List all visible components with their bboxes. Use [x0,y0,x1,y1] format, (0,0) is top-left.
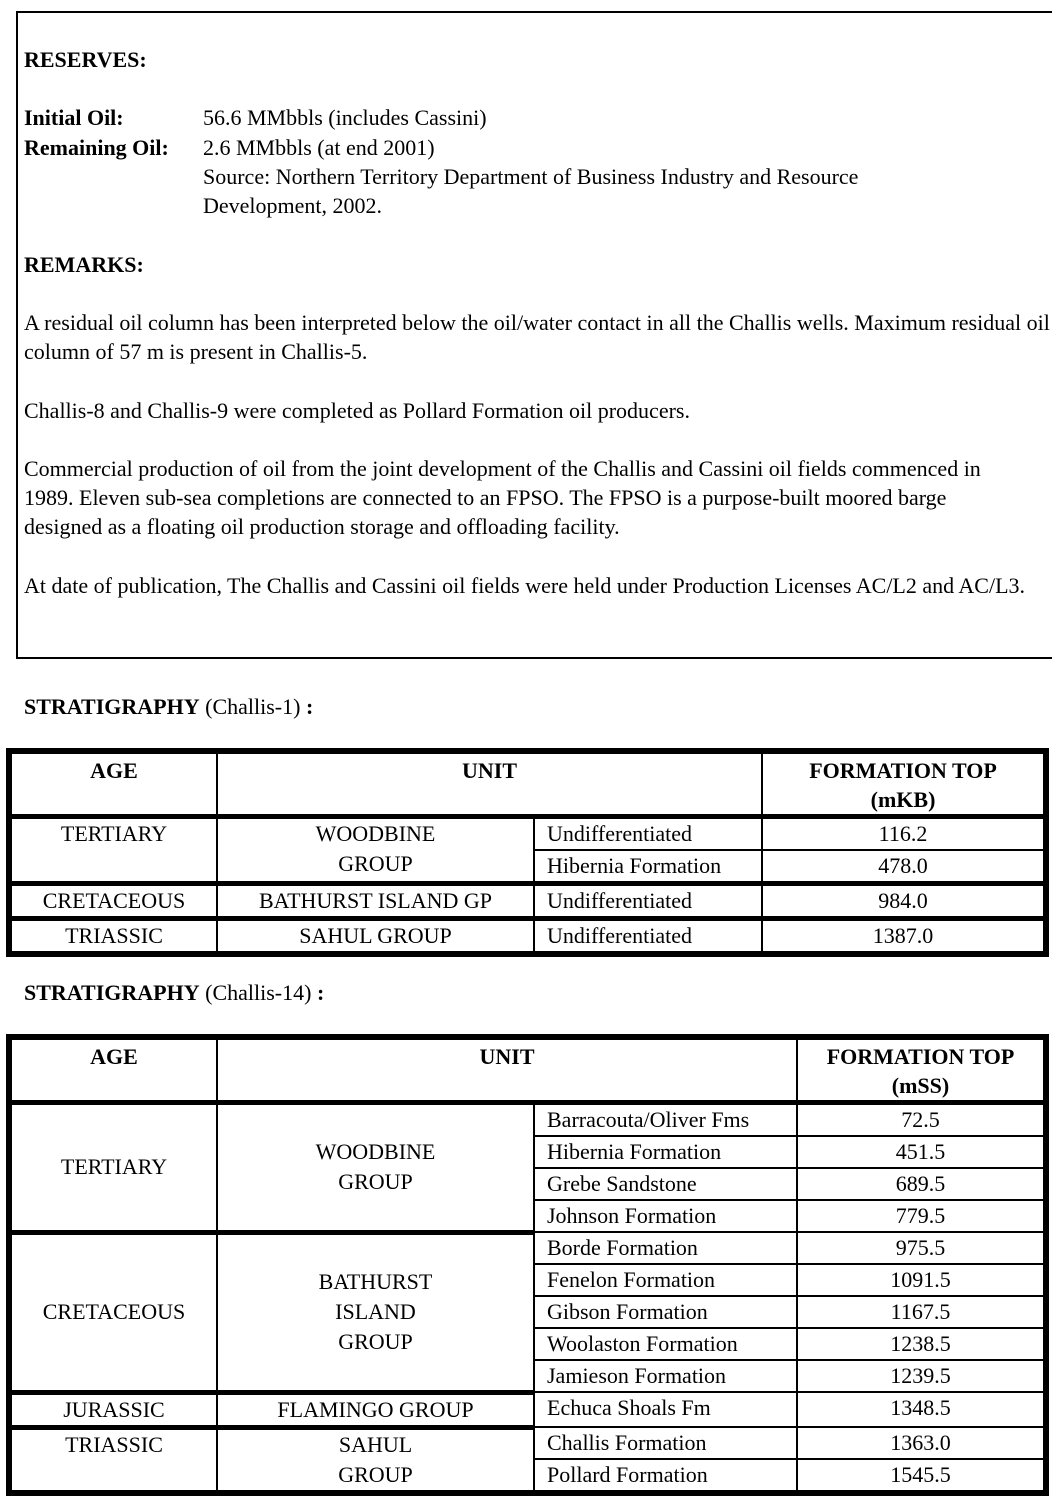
remaining-oil-label: Remaining Oil: [24,135,169,160]
group-cell [217,817,534,884]
remarks-heading: REMARKS: [24,252,144,277]
unit-cell: Echuca Shoals Fm [534,1392,797,1427]
formation-top-cell: 1239.5 [797,1360,1044,1392]
formation-top-cell: 1363.0 [797,1427,1044,1459]
remarks-paragraph: Challis-8 and Challis-9 were completed as Pollard Formation oil producers. [24,398,690,423]
initial-oil-label: Initial Oil: [24,105,124,130]
group-cell [217,1427,534,1491]
reserves-source-line1: Source: Northern Territory Department of Business Industry and Resource [203,164,859,189]
strat2-title-bold: STRATIGRAPHY [24,980,200,1005]
group-line: GROUP [338,1169,413,1195]
group-line: BATHURST [318,1269,433,1294]
formation-top-cell: 1238.5 [797,1328,1044,1360]
table-row [11,1427,1044,1459]
formation-top-cell: 451.5 [797,1136,1044,1168]
remaining-oil-value: 2.6 MMbbls (at end 2001) [203,135,435,160]
strat2-title [24,978,324,1007]
stratigraphy-table-challis-1 [10,752,1045,953]
group-line: GROUP [338,851,413,876]
group-line: GROUP [338,1461,413,1487]
strat1-title-well: (Challis-1) [205,694,301,719]
reserves-source-line2: Development, 2002. [203,193,383,218]
group-cell [217,1232,534,1392]
unit-cell: Jamieson Formation [534,1360,797,1392]
table-row [11,1103,1044,1137]
group-cell: BATHURST ISLAND GP [217,884,534,919]
header-age: AGE [11,753,217,817]
age-cell: TERTIARY [11,817,217,884]
age-cell: TRIASSIC [11,919,217,953]
age-cell: CRETACEOUS [11,884,217,919]
formation-top-cell: 689.5 [797,1168,1044,1200]
unit-cell: Woolaston Formation [534,1328,797,1360]
remarks-paragraph: At date of publication, The Challis and Cassini oil fields were held under Production Licenses AC/L2 and AC/L3. [24,573,1026,598]
formation-top-cell: 1167.5 [797,1296,1044,1328]
strat1-title-bold: STRATIGRAPHY [24,694,200,719]
age-cell: JURASSIC [11,1392,217,1427]
formation-top-cell: 72.5 [797,1103,1044,1137]
header-formation-top-line1: FORMATION TOP [809,758,997,783]
initial-oil-value: 56.6 MMbbls (includes Cassini) [203,105,487,130]
group-cell [217,1103,534,1233]
age-cell: CRETACEOUS [11,1232,217,1392]
unit-cell: Hibernia Formation [534,1136,797,1168]
formation-top-cell: 779.5 [797,1200,1044,1232]
unit-cell: Pollard Formation [534,1459,797,1491]
formation-top-cell: 1387.0 [762,919,1044,953]
group-cell: FLAMINGO GROUP [217,1392,534,1427]
group-line: WOODBINE [315,821,436,846]
unit-cell: Borde Formation [534,1232,797,1264]
formation-top-cell: 975.5 [797,1232,1044,1264]
strat1-title [24,692,313,721]
header-formation-top-units: (mKB) [870,787,936,812]
formation-top-cell: 116.2 [762,817,1044,851]
unit-cell: Undifferentiated [534,884,762,919]
age-cell: TRIASSIC [11,1427,217,1491]
group-line: ISLAND [335,1299,416,1324]
unit-cell: Challis Formation [534,1427,797,1459]
table-row [11,817,1044,851]
remarks-paragraph: A residual oil column has been interpreted below the oil/water contact in all the Challis wells. Maximum residual oil column of 57 m is present in Challis-5. [24,310,1050,364]
unit-cell: Undifferentiated [534,817,762,851]
unit-cell: Barracouta/Oliver Fms [534,1103,797,1137]
unit-cell: Fenelon Formation [534,1264,797,1296]
table-row [11,1232,1044,1264]
stratigraphy-table-challis-14 [10,1038,1045,1492]
header-unit: UNIT [217,753,762,817]
header-formation-top-units: (mSS) [891,1073,950,1098]
age-cell: TERTIARY [11,1103,217,1233]
unit-cell: Grebe Sandstone [534,1168,797,1200]
formation-top-cell: 1091.5 [797,1264,1044,1296]
strat2-title-well: (Challis-14) [205,980,312,1005]
strat1-title-colon: : [305,694,314,719]
unit-cell: Johnson Formation [534,1200,797,1232]
formation-top-cell: 1348.5 [797,1392,1044,1427]
header-unit: UNIT [217,1039,797,1103]
group-line: GROUP [338,1329,413,1354]
header-formation-top [762,753,1044,817]
header-formation-top-line1: FORMATION TOP [826,1044,1015,1069]
group-cell: SAHUL GROUP [217,919,534,953]
header-formation-top [797,1039,1044,1103]
strat2-title-colon: : [316,980,325,1005]
reserves-heading: RESERVES: [24,47,147,72]
unit-cell: Hibernia Formation [534,850,762,884]
unit-cell: Undifferentiated [534,919,762,953]
group-line: WOODBINE [315,1139,436,1165]
formation-top-cell: 478.0 [762,850,1044,884]
unit-cell: Gibson Formation [534,1296,797,1328]
table-row [11,919,1044,953]
formation-top-cell: 1545.5 [797,1459,1044,1491]
formation-top-cell: 984.0 [762,884,1044,919]
table-row [11,1392,1044,1427]
header-age: AGE [11,1039,217,1103]
group-line: SAHUL [338,1431,413,1457]
table-row [11,884,1044,919]
remarks-paragraph: Commercial production of oil from the joint development of the Challis and Cassini oil fields commenced in 1989. Eleven sub-sea completions are connected to an FPSO. The FPSO is a purpose-built moored barge designed as a floating oil production storage and offloading facility. [24,456,981,539]
